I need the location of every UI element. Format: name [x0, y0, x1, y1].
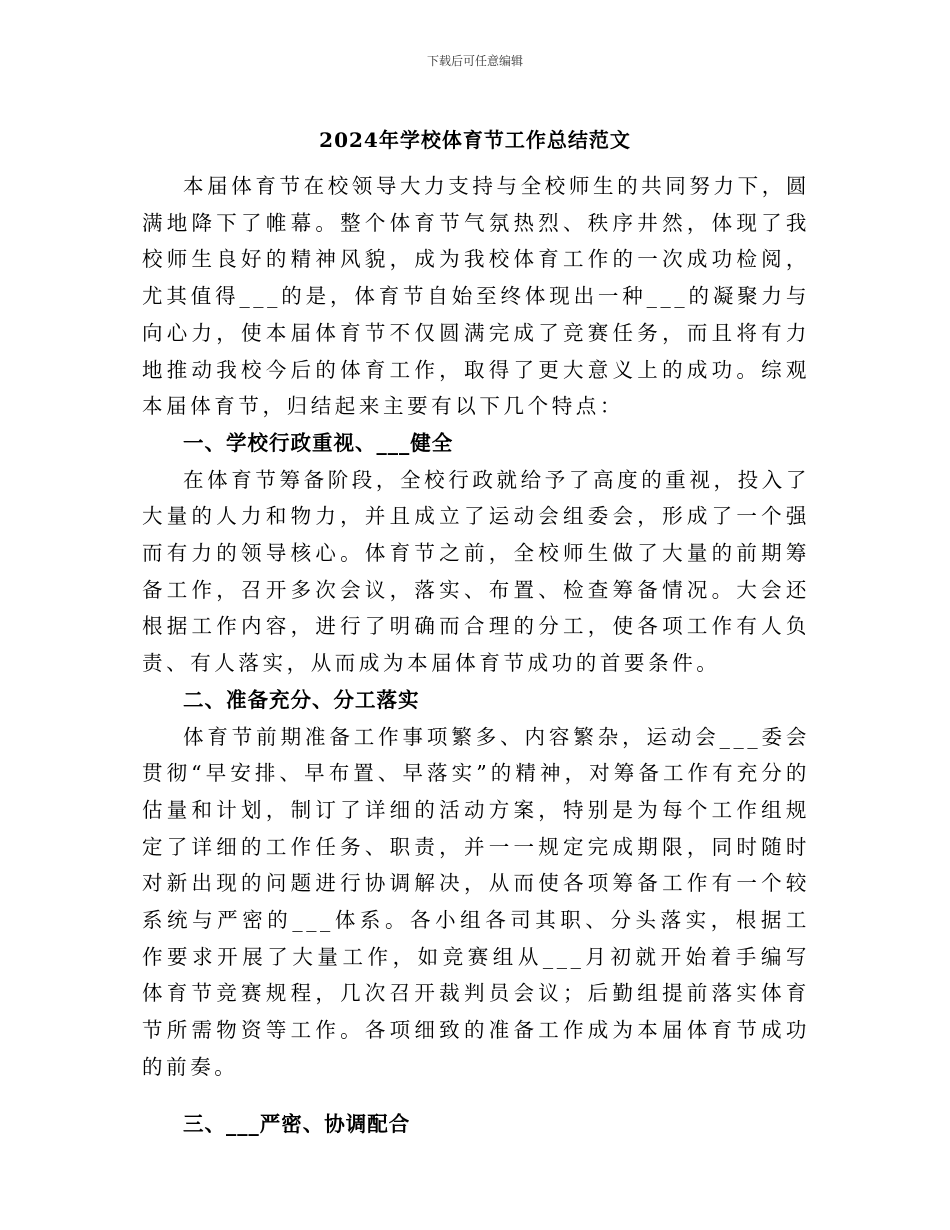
section-3-heading: 三、___严密、协调配合 — [183, 1111, 411, 1136]
section-2-body: 体育节前期准备工作事项繁多、内容繁杂，运动会___委会贯彻“早安排、早布置、早落实”的精神，对筹备工作有充分的估量和计划，制订了详细的活动方案，特别是为每个工作组规定了详细的工作任务、职责，并一一规定完成期限，同时随时对新出现的问题进行协调解决，从而使各项筹备工作有一个较系统与严密的___体系。各小组各司其职、分头落实，根据工作要求开展了大量工作，如竞赛组从___月初就开始着手编写体育节竞赛规程，几次召开裁判员会议；后勤组提前落实体育节所需物资等工作。各项细致的准备工作成为本届体育节成功的前奏。 — [142, 724, 810, 1079]
document-body — [142, 168, 810, 1142]
page-header-note: 下载后可任意编辑 — [426, 54, 523, 68]
section-2-heading: 二、准备充分、分工落实 — [183, 687, 420, 712]
intro-paragraph: 本届体育节在校领导大力支持与全校师生的共同努力下，圆满地降下了帷幕。整个体育节气氛热烈、秩序井然，体现了我校师生良好的精神风貌，成为我校体育工作的一次成功检阅，尤其值得___的是，体育节自始至终体现出一种___的凝聚力与向心力，使本届体育节不仅圆满完成了竞赛任务，而且将有力地推动我校今后的体育工作，取得了更大意义上的成功。综观本届体育节，归结起来主要有以下几个特点： — [142, 174, 810, 419]
section-1-heading: 一、学校行政重视、___健全 — [183, 430, 454, 455]
document-title: 2024年学校体育节工作总结范文 — [319, 128, 631, 152]
section-1-body: 在体育节筹备阶段，全校行政就给予了高度的重视，投入了大量的人力和物力，并且成立了运动会组委会，形成了一个强而有力的领导核心。体育节之前，全校师生做了大量的前期筹备工作，召开多次会议，落实、布置、检查筹备情况。大会还根据工作内容，进行了明确而合理的分工，使各项工作有人负责、有人落实，从而成为本届体育节成功的首要条件。 — [142, 467, 810, 676]
